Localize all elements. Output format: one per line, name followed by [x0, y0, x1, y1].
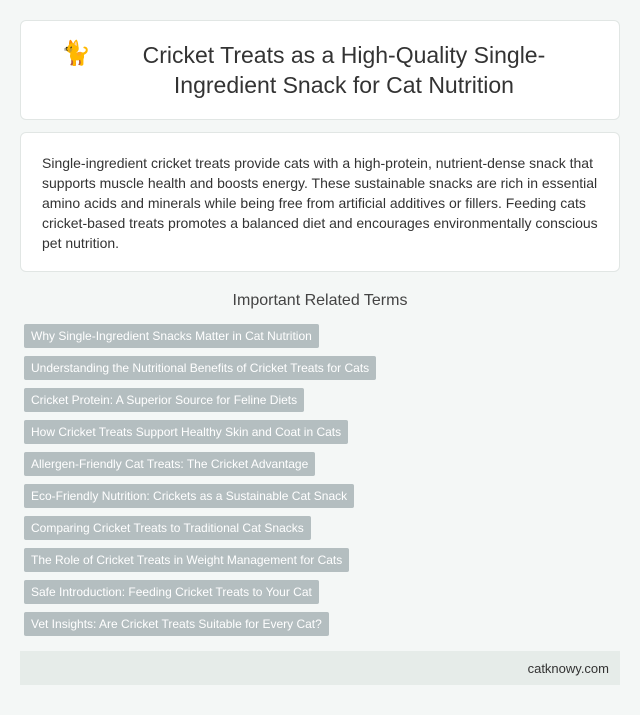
related-term-tag[interactable]: How Cricket Treats Support Healthy Skin and Coat in Cats [24, 420, 348, 444]
related-term-tag[interactable]: Comparing Cricket Treats to Traditional Cat Snacks [24, 516, 311, 540]
related-term-tag[interactable]: The Role of Cricket Treats in Weight Management for Cats [24, 548, 349, 572]
footer [20, 651, 620, 685]
page-title: Cricket Treats as a High-Quality Single-Ingredient Snack for Cat Nutrition [142, 42, 546, 98]
related-term-tag[interactable]: Cricket Protein: A Superior Source for Feline Diets [24, 388, 304, 412]
related-term-tag[interactable]: Understanding the Nutritional Benefits of Cricket Treats for Cats [24, 356, 376, 380]
related-term-tag[interactable]: Eco-Friendly Nutrition: Crickets as a Sustainable Cat Snack [24, 484, 354, 508]
related-term-tag[interactable]: Why Single-Ingredient Snacks Matter in Cat Nutrition [24, 324, 319, 348]
related-terms-list [24, 324, 376, 644]
related-terms-heading: Important Related Terms [232, 292, 408, 309]
summary-card [20, 132, 620, 272]
title-wrap [61, 40, 579, 100]
summary-text: Single-ingredient cricket treats provide cats with a high-protein, nutrient-dense snack that supports muscle health and boosts energy. These sustainable snacks are rich in essential amino acids and minerals while being free from artificial additives or fillers. Feeding cats cricket-based treats promotes a balanced diet and encourages environmentally conscious pet nutrition. [42, 155, 598, 251]
related-term-tag[interactable]: Safe Introduction: Feeding Cricket Treats to Your Cat [24, 580, 319, 604]
cat-icon: 🐈 [61, 40, 91, 67]
related-term-tag[interactable]: Vet Insights: Are Cricket Treats Suitable for Every Cat? [24, 612, 329, 636]
related-term-tag[interactable]: Allergen-Friendly Cat Treats: The Cricket Advantage [24, 452, 315, 476]
title-card [20, 20, 620, 120]
footer-site-link[interactable]: catknowy.com [527, 660, 609, 676]
